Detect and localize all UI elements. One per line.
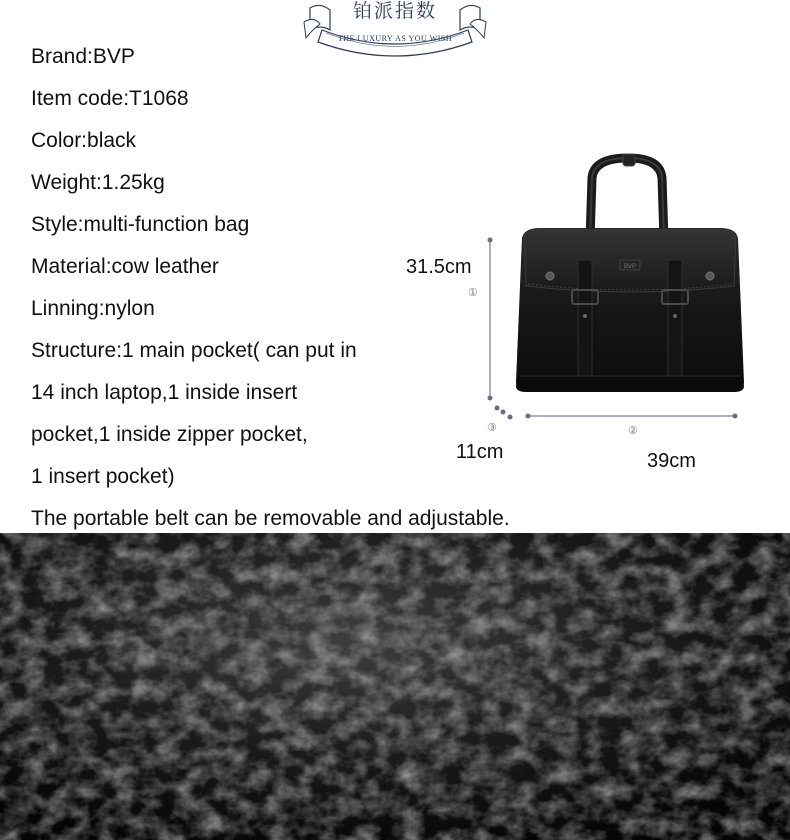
spec-structure-line-3: pocket,1 inside zipper pocket, (31, 423, 308, 446)
spec-material: Material:cow leather (31, 255, 219, 278)
dimension-depth-label: 11cm (456, 441, 504, 463)
dimension-height-label: 31.5cm (406, 256, 472, 278)
dimension-marker-2: ② (628, 425, 638, 437)
spec-item-code: Item code:T1068 (31, 87, 189, 110)
spec-lining: Linning:nylon (31, 297, 155, 320)
dimension-marker-3: ③ (487, 422, 497, 434)
spec-belt-note: The portable belt can be removable and adjustable. (31, 507, 510, 530)
spec-weight: Weight:1.25kg (31, 171, 165, 194)
briefcase-illustration (510, 150, 750, 400)
product-briefcase-image (510, 150, 750, 400)
spec-style: Style:multi-function bag (31, 213, 250, 236)
leather-texture-graphic (0, 533, 790, 840)
dimension-marker-1: ① (468, 287, 478, 299)
brand-chinese-title: 铂派指数 (352, 0, 437, 22)
brand-logo-banner (290, 0, 500, 62)
leather-texture-closeup (0, 533, 790, 840)
spec-structure-line-1: Structure:1 main pocket( can put in (31, 339, 357, 362)
spec-brand: Brand:BVP (31, 45, 135, 68)
dimension-width-label: 39cm (647, 450, 696, 472)
brand-slogan: THE LUXURY AS YOU WISH (337, 34, 453, 43)
spec-color: Color:black (31, 129, 137, 152)
spec-structure-line-4: 1 insert pocket) (31, 465, 175, 488)
bag-logo-badge: BVP (623, 264, 637, 270)
spec-structure-line-2: 14 inch laptop,1 inside insert (31, 381, 298, 404)
